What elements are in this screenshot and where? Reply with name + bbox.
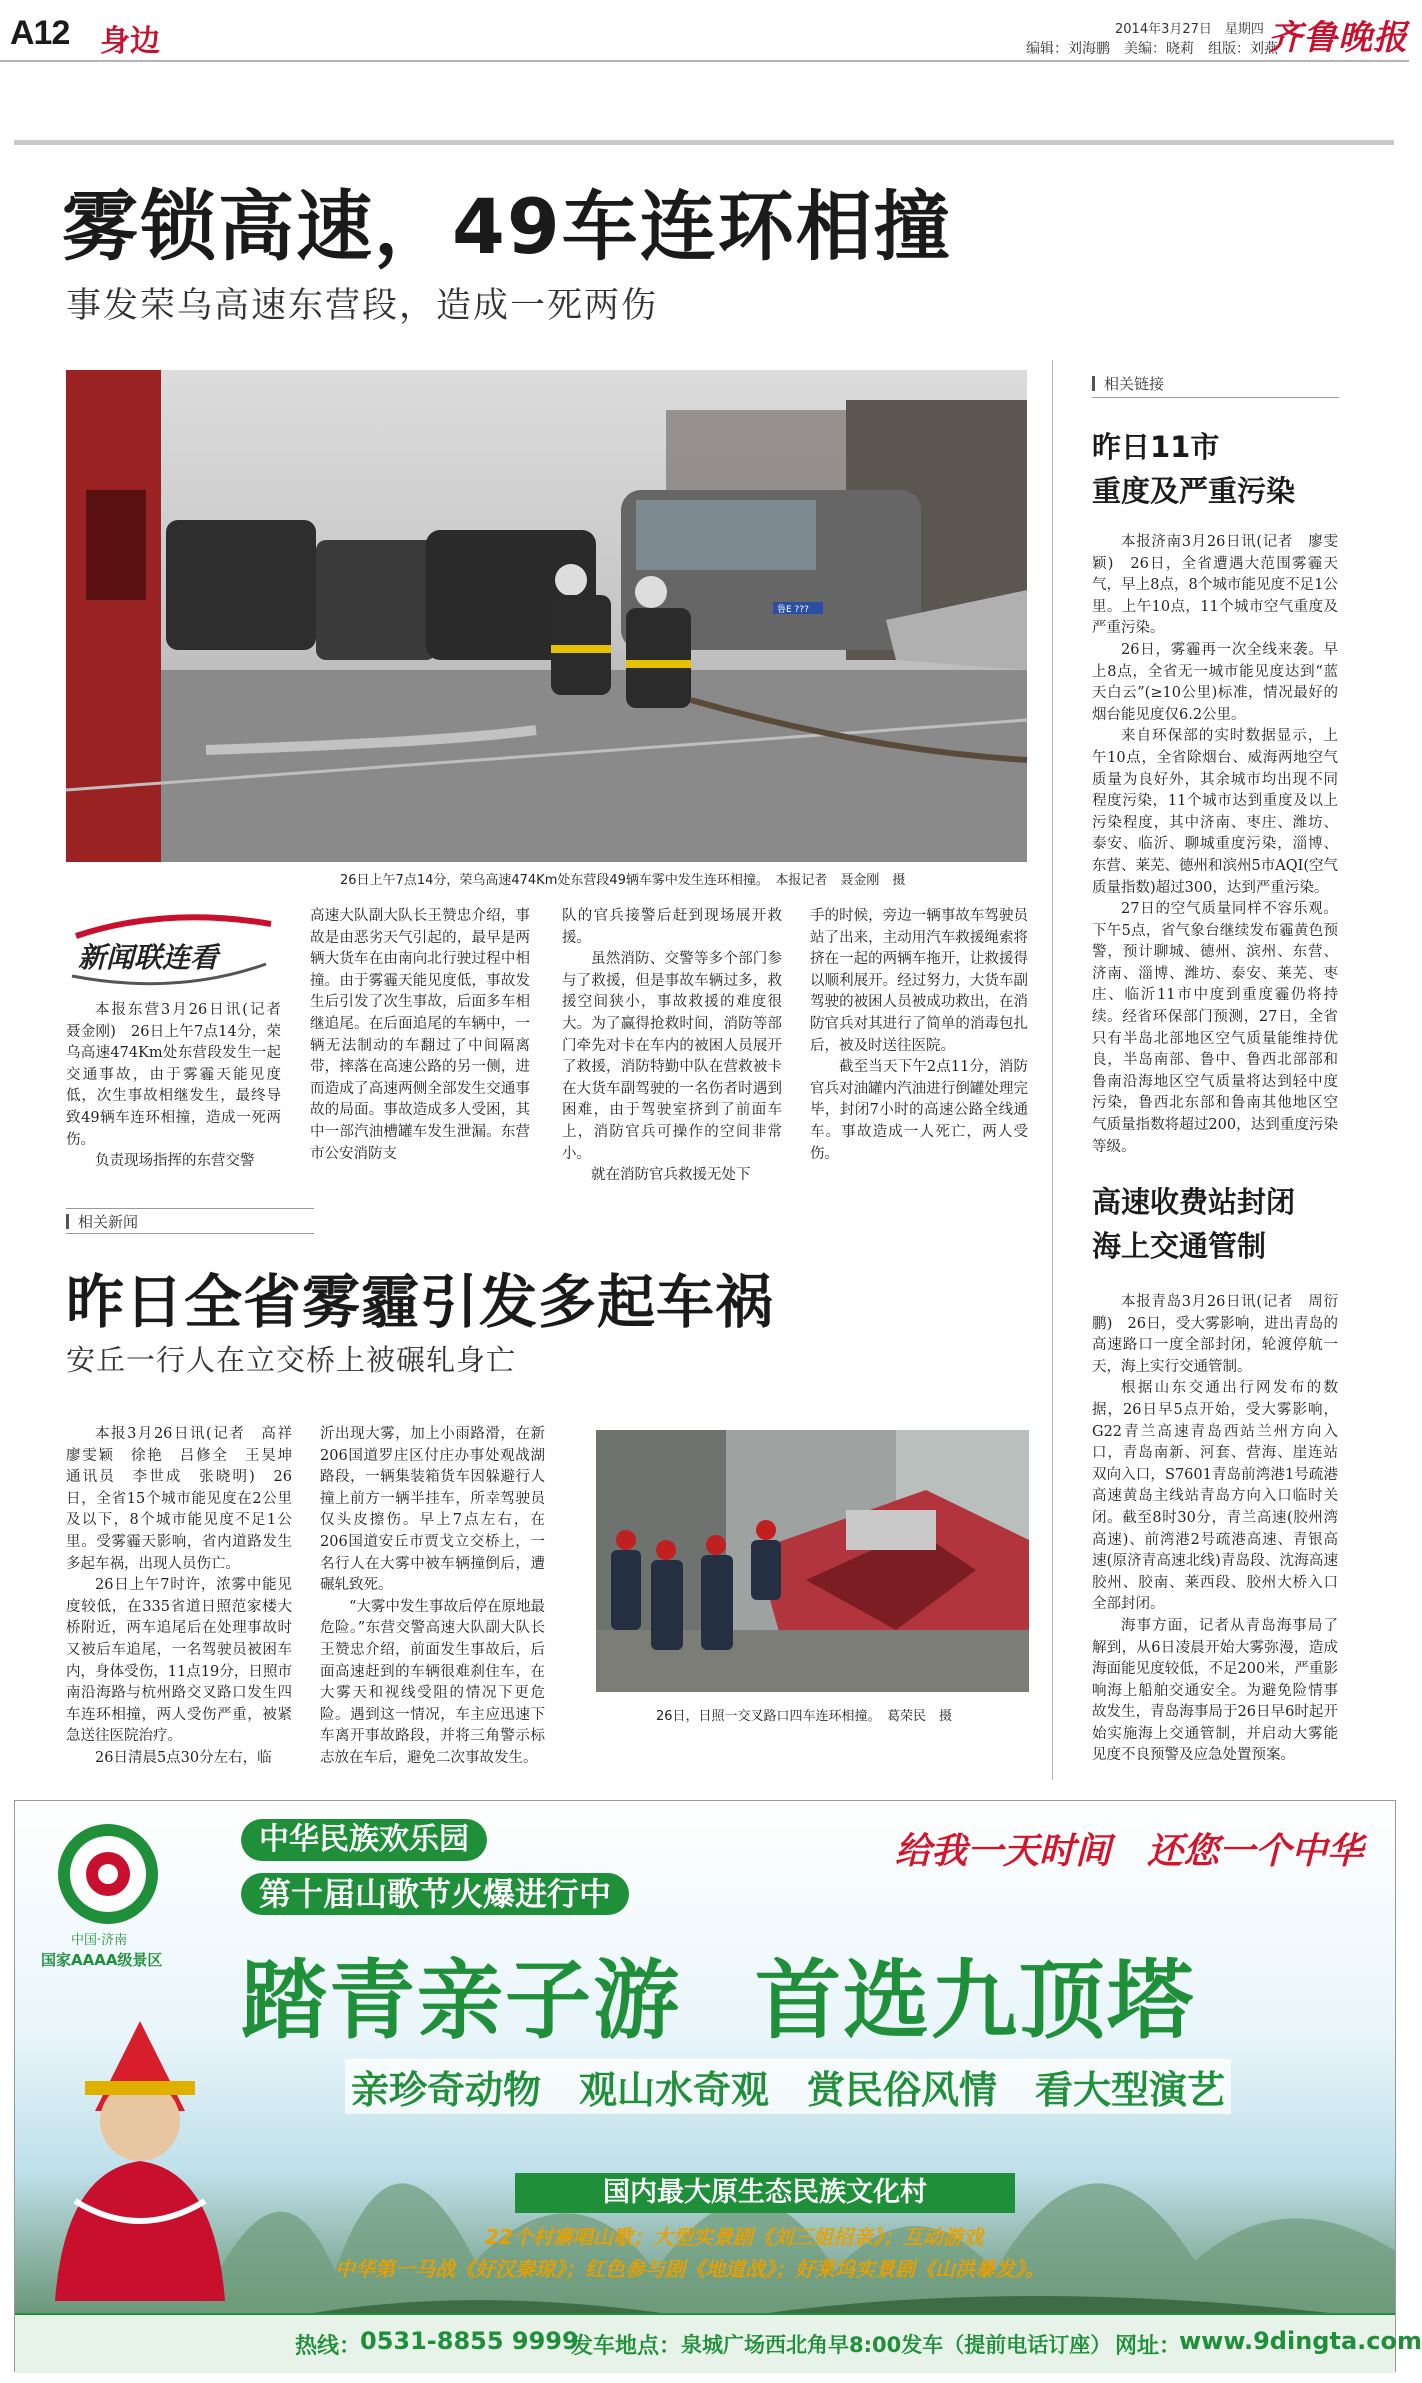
paragraph: 26日上午7时许，浓雾中能见度较低，在335省道日照范家楼大桥附近，两车追尾后在处理事故时又被后车追尾，一名驾驶员被困车内，身体受伤，11点19分，日照市南沿海路与杭州路交叉路口发生四车连环相撞，两人受伤严重，被紧急送往医院治疗。 bbox=[66, 1577, 292, 1745]
departure-label: 发车地点： bbox=[571, 2334, 682, 2359]
sidebar-headline-2 bbox=[1092, 1180, 1295, 1268]
ad-footer bbox=[15, 2313, 1422, 2373]
sidebar-tag: 相关链接 bbox=[1092, 373, 1164, 394]
main-headline: 雾锁高速，49车连环相撞 bbox=[62, 182, 952, 271]
departure-info: 泉城广场西北角早8:00发车（提前电话订座） bbox=[681, 2333, 1112, 2357]
masthead-rule bbox=[0, 60, 1409, 62]
second-photo bbox=[596, 1430, 1029, 1692]
main-story-col4 bbox=[810, 906, 1028, 1165]
ad-features: 亲珍奇动物 观山水奇观 赏民俗风情 看大型演艺 bbox=[345, 2059, 1231, 2114]
ad-park-name-text: 中华民族欢乐园 bbox=[259, 1822, 469, 1857]
news-series-logo-text: 新闻联连看 bbox=[78, 941, 219, 974]
section-name: 身边 bbox=[100, 24, 160, 59]
park-emblem bbox=[53, 1819, 163, 1929]
date-line: 2014年3月27日 星期四 bbox=[1115, 22, 1264, 37]
paragraph: 截至当天下午2点11分，消防官兵对油罐内汽油进行倒罐处理完毕，封闭7小时的高速公路全线通车。事故造成一人死亡，两人受伤。 bbox=[810, 1059, 1028, 1162]
paragraph: 沂出现大雾，加上小雨路滑，在新206国道罗庄区付庄办事处观战湖路段，一辆集装箱货车因躲避行人撞上前方一辆半挂车，所幸驾驶员仅头皮擦伤。早上7点左右，在206国道安丘市贾戈立交桥上，一名行人在大雾中被车辆撞倒后，遭碾轧致死。 bbox=[320, 1426, 545, 1594]
second-subhead: 安丘一行人在立交桥上被碾轧身亡 bbox=[66, 1343, 517, 1377]
paragraph: 手的时候，旁边一辆事故车驾驶员站了出来，主动用汽车救援绳索将挤在一起的两辆车拖开，让救援得以顺利展开。经过努力，大货车副驾驶的被困人员被成功救出，在消防官兵对其进行了简单的消毒包扎后，被及时送往医院。 bbox=[810, 908, 1028, 1054]
ad-event-text: 第十届山歌节火爆进行中 bbox=[259, 1875, 612, 1913]
sidebar-story-2 bbox=[1092, 1292, 1338, 1767]
sidebar-tag-rule bbox=[1092, 397, 1339, 398]
paragraph: 26日清晨5点30分左右，临 bbox=[95, 1749, 272, 1766]
paragraph: “大雾中发生事故后停在原地最危险。”东营交警高速大队副大队长王赞忠介绍，前面发生事故后，后面高速赶到的车辆很难刹住车，在大雾天和视线受阻的情况下更危险。遇到这一情况，车主应迅速下车离开事故路段，并将三角警示标志放在车后，避免二次事故发生。 bbox=[320, 1598, 545, 1766]
headline-line: 昨日11市 bbox=[1092, 430, 1220, 464]
main-story-col2 bbox=[310, 906, 530, 1165]
paragraph: 虽然消防、交警等多个部门参与了救援，但是事故车辆过多，救援空间狭小，事故救援的难度很大。为了赢得抢救时间，消防等部门牵先对卡在车内的被困人员展开了救援，消防特勤中队在营救被卡在大货车副驾驶的一名伤者时遇到困难，由于驾驶室挤到了前面车上，消防官兵可操作的空间非常小。 bbox=[562, 951, 782, 1162]
paragraph: 负责现场指挥的东营交警 bbox=[95, 1153, 255, 1170]
column-rule bbox=[1052, 360, 1053, 1780]
park-location: 中国·济南 bbox=[71, 1933, 128, 1948]
second-story-col1 bbox=[66, 1424, 307, 1770]
headline-line: 海上交通管制 bbox=[1092, 1229, 1267, 1263]
paragraph: 27日的空气质量同样不容乐观。下午5点，省气象台继续发布霾黄色预警，预计聊城、德州、滨州、东营、济南、淄博、潍坊、泰安、莱芜、枣庄、临沂11市中度到重度霾仍将持续。经省环保部门预测，27日，全省只有半岛北部地区空气质量能维持优良，半岛南部、鲁中、鲁西北部部和鲁南沿海地区空气质量将达到轻中度污染，鲁西北东部和鲁南其他地区空气质量指数将超过200，达到重度污染等级。 bbox=[1092, 901, 1338, 1155]
sidebar-story-1 bbox=[1092, 532, 1338, 1158]
paragraph: 高速大队副大队长王赞忠介绍，事故是由恶劣天气引起的，最早是两辆大货车在由南向北行驶过程中相撞。由于雾霾天能见度低，事故发生后引发了次生事故，后面多车相继追尾。在后面追尾的车辆中，一辆无法制动的车翻过了中间隔离带，摔落在高速公路的另一侧，进而造成了高速两侧全部发生交通事故的局面。事故造成多人受困，其中一部汽油槽罐车发生泄漏。东营市公安消防支 bbox=[310, 908, 530, 1162]
ad-main-slogan-a: 踏青亲子游 bbox=[241, 1951, 681, 2051]
main-subhead: 事发荣乌高速东营段，造成一死两伤 bbox=[66, 286, 659, 326]
website-url[interactable]: www.9dingta.com bbox=[1179, 2327, 1422, 2355]
second-headline: 昨日全省雾霾引发多起车祸 bbox=[66, 1268, 775, 1336]
news-series-logo bbox=[66, 906, 276, 990]
paragraph: 根据山东交通出行网发布的数据，26日早5点开始，受大雾影响，G22青兰高速青岛西站兰州方向入口，青岛南新、河套、营海、崖连站双向入口，S7601青岛前湾港1号疏港高速黄岛主线站青岛方向入口临时关闭。截至8时30分，青兰高速(胶州湾高速)、前湾港2号疏港高速、青银高速(原济青高速北线)青岛段、沈海高速胶州、胶南、莱西段、胶州大桥入口全部封闭。 bbox=[1092, 1380, 1338, 1613]
paragraph: 就在消防官兵救援无处下 bbox=[591, 1167, 751, 1184]
page-number: A12 bbox=[10, 14, 70, 52]
headline-line: 高速收费站封闭 bbox=[1092, 1185, 1296, 1219]
ad-main-slogan-b: 首选九顶塔 bbox=[755, 1951, 1195, 2051]
second-story-col2 bbox=[320, 1424, 545, 1770]
related-news-rule bbox=[66, 1208, 314, 1209]
ad-park-name bbox=[241, 1819, 487, 1861]
ad-line-2: 中华第一马战《好汉秦琼》；红色参与剧《地道战》；好莱坞实景剧《山洪暴发》。 bbox=[335, 2257, 1045, 2281]
masthead-rule-thick bbox=[14, 140, 1394, 145]
hotline-label: 热线： bbox=[295, 2334, 362, 2359]
paragraph: 本报3月26日讯(记者 高祥 廖雯颖 徐艳 吕修全 王昊坤 通讯员 李世成 张晓明) 26日，全省15个城市能见度在2公里及以下，8个城市能见度不足1公里。受雾霾天影响，省内道路发生多起车祸，出现人员伤亡。 bbox=[66, 1426, 307, 1572]
paragraph: 本报济南3月26日讯(记者 廖雯颖) 26日，全省遭遇大范围雾霾天气，早上8点，8个城市能见度不足1公里。上午10点，11个城市空气重度及严重污染。 bbox=[1092, 534, 1338, 637]
main-story-col3 bbox=[562, 906, 782, 1187]
paragraph: 海事方面，记者从青岛海事局了解到，从6日凌晨开始大雾弥漫，造成海面能见度较低，不足200米，严重影响海上船舶交通安全。为避免险情事故发生，青岛海事局于26日早6时起开始实施海上交通管制，并启动大雾能见度不良预警及应急处置预案。 bbox=[1092, 1617, 1338, 1764]
related-news-rule-bottom bbox=[66, 1233, 314, 1234]
paragraph: 本报东营3月26日讯(记者 聂金刚) 26日上午7点14分，荣乌高速474Km处东营段发生一起交通事故，由于雾霾天能见度低，次生事故相继发生，最终导致49辆车连环相撞，造成一死两伤。 bbox=[66, 1002, 296, 1148]
ad-banner bbox=[515, 2173, 1015, 2213]
ad-line-1: 22个村寨唱山歌；大型实景剧《刘三姐招亲》；互动游戏 bbox=[485, 2225, 983, 2249]
main-story-col1 bbox=[66, 1000, 296, 1173]
paragraph: 本报青岛3月26日讯(记者 周衍鹏) 26日，受大雾影响，进出青岛的高速路口一度全部封闭，轮渡停航一天，海上实行交通管制。 bbox=[1092, 1294, 1338, 1375]
sidebar-headline-1 bbox=[1092, 425, 1295, 513]
main-photo bbox=[66, 370, 1027, 862]
main-photo-caption: 26日上午7点14分，荣乌高速474Km处东营段49辆车雾中发生连环相撞。 本报记者 聂金刚 摄 bbox=[340, 873, 906, 888]
website-label: 网址： bbox=[1115, 2334, 1182, 2359]
advertisement bbox=[14, 1800, 1422, 2372]
paragraph: 来自环保部的实时数据显示，上午10点，全省除烟台、威海两地空气质量为良好外，其余城市均出现不同程度污染，11个城市达到重度及以上污染程度，其中济南、枣庄、潍坊、泰安、临沂、聊城重度污染，淄博、东营、莱芜、德州和滨州5市AQI(空气质量指数)超过300，达到严重污染。 bbox=[1092, 728, 1338, 896]
park-grade: 国家AAAA级景区 bbox=[41, 1951, 163, 1969]
editors-line: 编辑：刘海鹏 美编：晓莉 组版：刘燕 bbox=[1026, 41, 1278, 57]
paper-logo: 齐鲁晚报 bbox=[1268, 18, 1408, 58]
second-photo-caption: 26日，日照一交叉路口四车连环相撞。 葛荣民 摄 bbox=[656, 1709, 953, 1724]
performer-figure bbox=[25, 2001, 255, 2301]
headline-line: 重度及严重污染 bbox=[1092, 474, 1296, 508]
ad-event bbox=[241, 1873, 629, 1915]
hotline-number: 0531-8855 9999 bbox=[360, 2327, 579, 2355]
paragraph: 26日，雾霾再一次全线来袭。早上8点，全省无一城市能见度达到“蓝天白云”(≥10公里)标准，情况最好的烟台能见度仅6.2公里。 bbox=[1092, 641, 1338, 723]
related-news-tag: 相关新闻 bbox=[66, 1211, 138, 1232]
license-plate: 鲁E ??? bbox=[777, 605, 809, 615]
paragraph: 队的官兵接警后赶到现场展开救援。 bbox=[562, 908, 782, 946]
ad-right-slogan: 给我一天时间 还您一个中华 bbox=[895, 1831, 1364, 1872]
ad-banner-text: 国内最大原生态民族文化村 bbox=[603, 2177, 927, 2208]
